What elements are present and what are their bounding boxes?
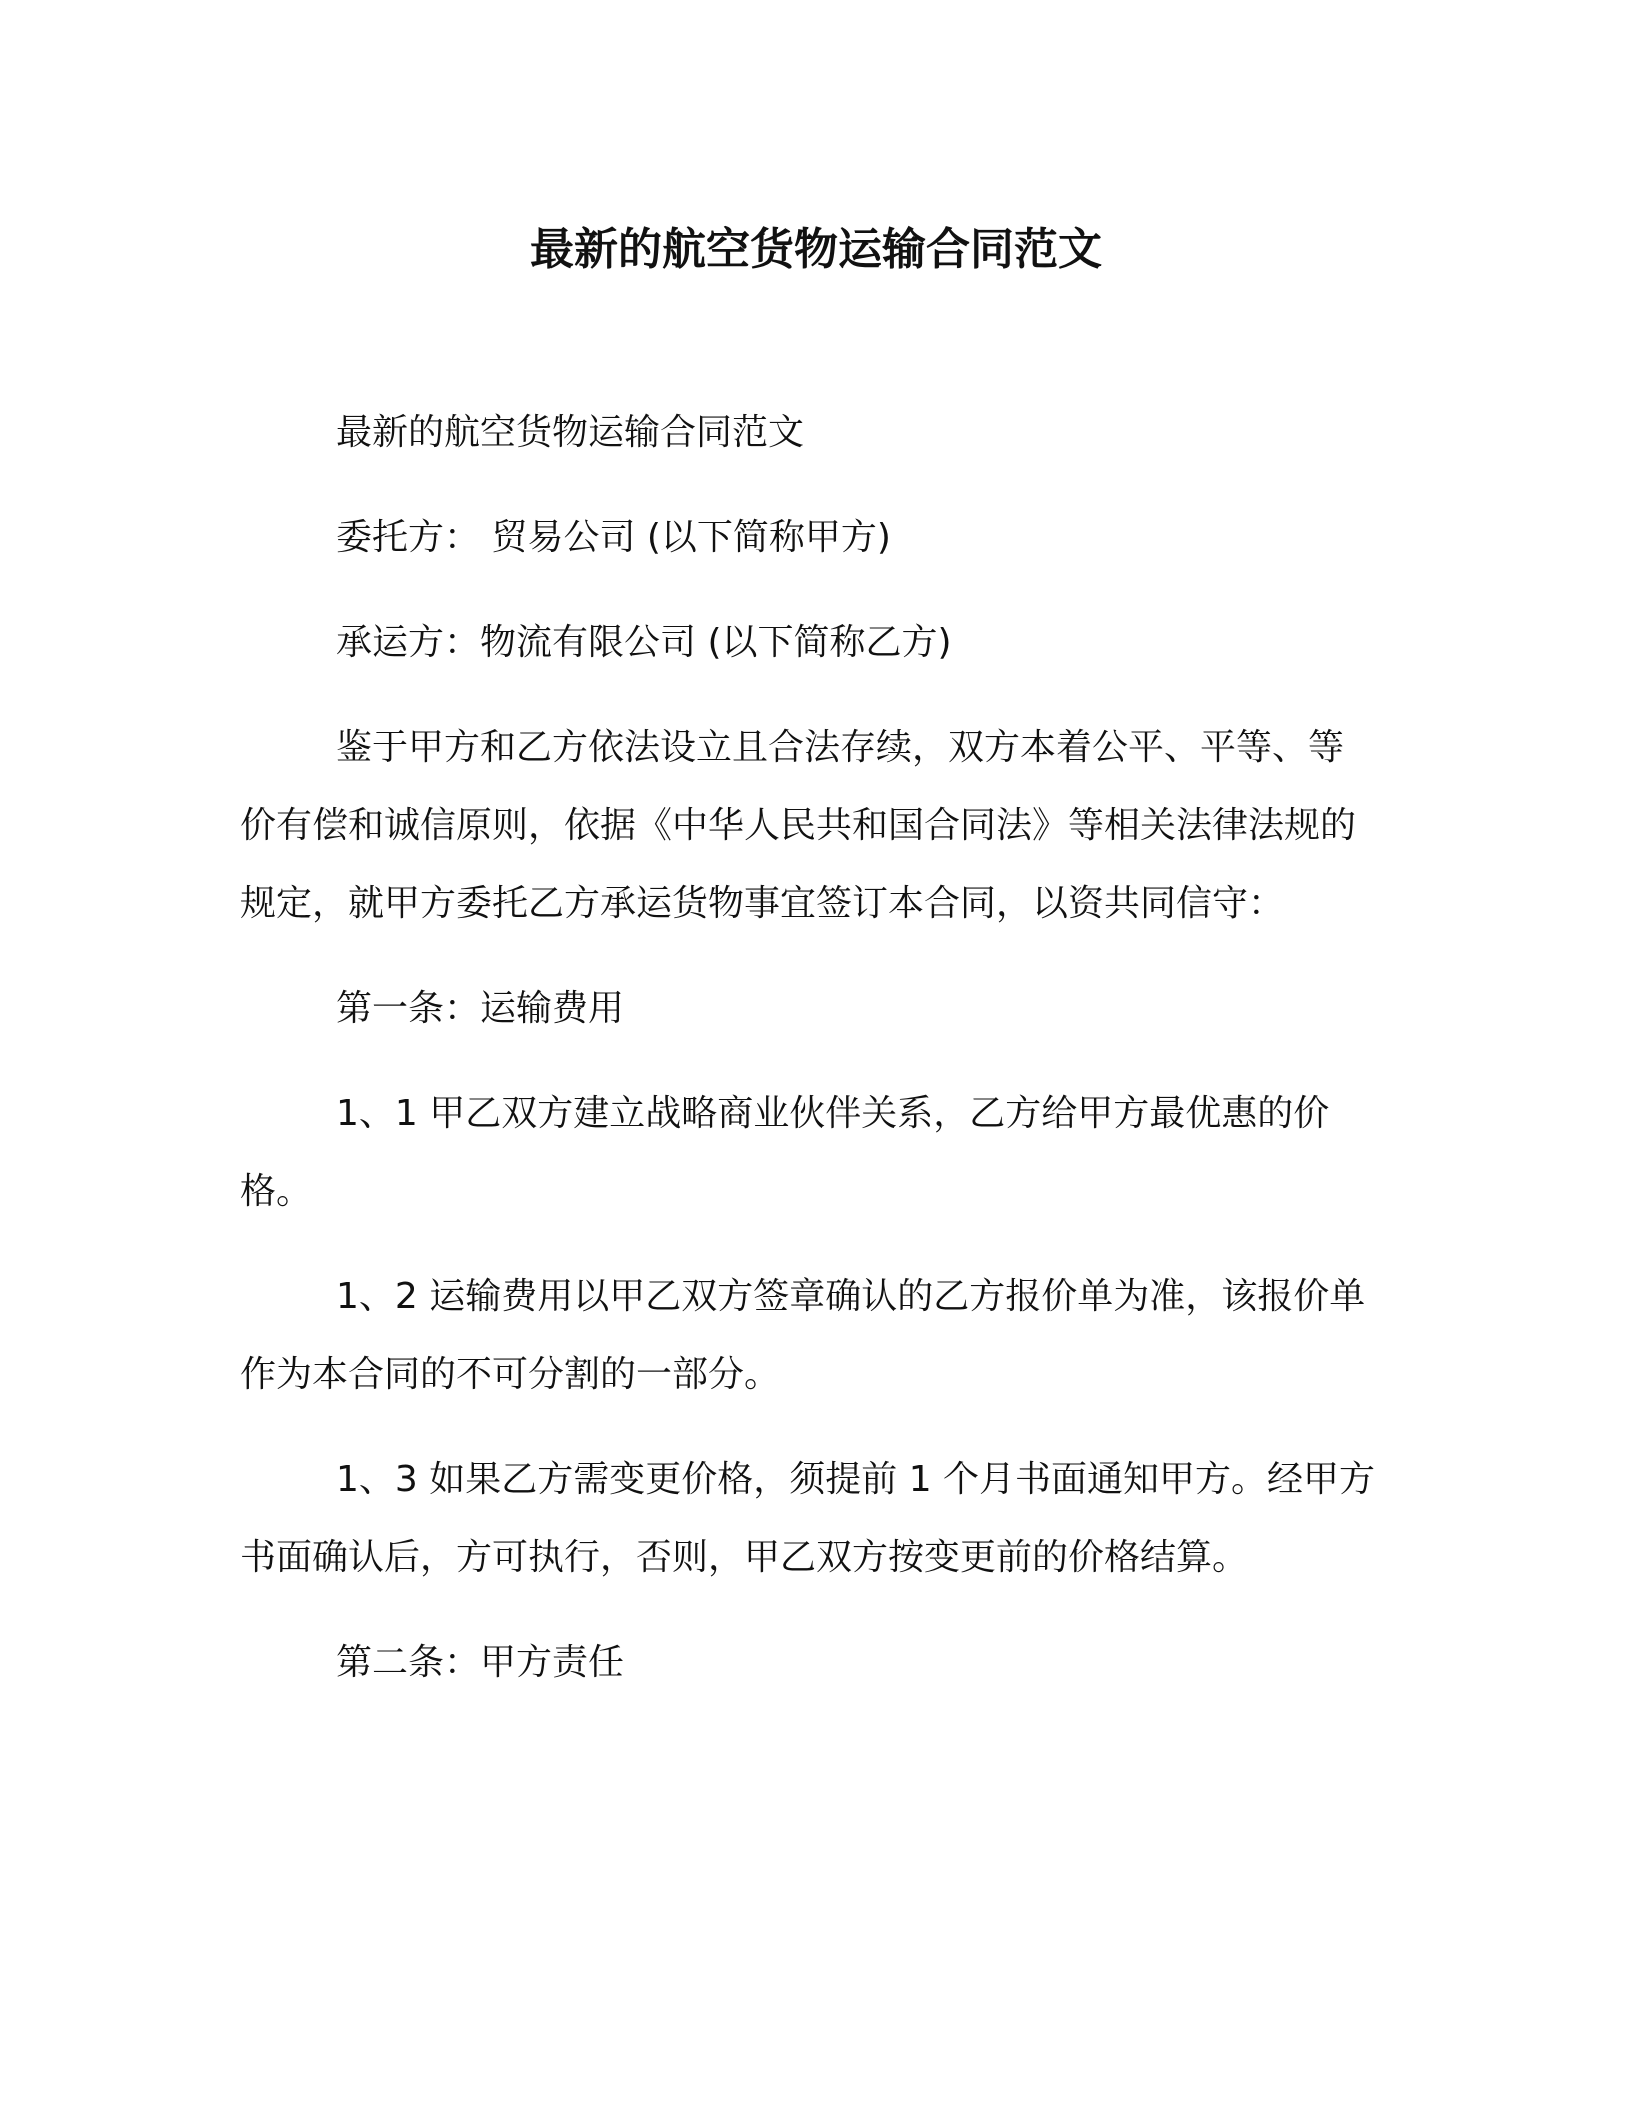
article-heading-1: 第一条：运输费用 [336,988,625,1029]
paragraph-carrier: 承运方：物流有限公司 (以下简称乙方) [336,622,952,663]
clause-1-3: 1、3 如果乙方需变更价格，须提前 1 个月书面通知甲方。经甲方书面确认后，方可执行，否则，甲乙双方按变更前的价格结算。 [240,1459,1376,1578]
clause-1-1: 1、1 甲乙双方建立战略商业伙伴关系，乙方给甲方最优惠的价格。 [240,1093,1330,1212]
document-body [240,394,1376,1729]
paragraph-preamble: 鉴于甲方和乙方依法设立且合法存续，双方本着公平、平等、等价有偿和诚信原则，依据《中华人民共和国合同法》等相关法律法规的规定，就甲方委托乙方承运货物事宜签订本合同，以资共同信守： [240,727,1357,924]
paragraph-subtitle: 最新的航空货物运输合同范文 [336,412,805,453]
document-title: 最新的航空货物运输合同范文 [530,224,1102,275]
paragraph-consignor: 委托方： 贸易公司 (以下简称甲方) [336,517,891,558]
article-heading-2: 第二条：甲方责任 [336,1642,625,1683]
clause-1-2: 1、2 运输费用以甲乙双方签章确认的乙方报价单为准，该报价单作为本合同的不可分割的一部分。 [240,1276,1366,1395]
